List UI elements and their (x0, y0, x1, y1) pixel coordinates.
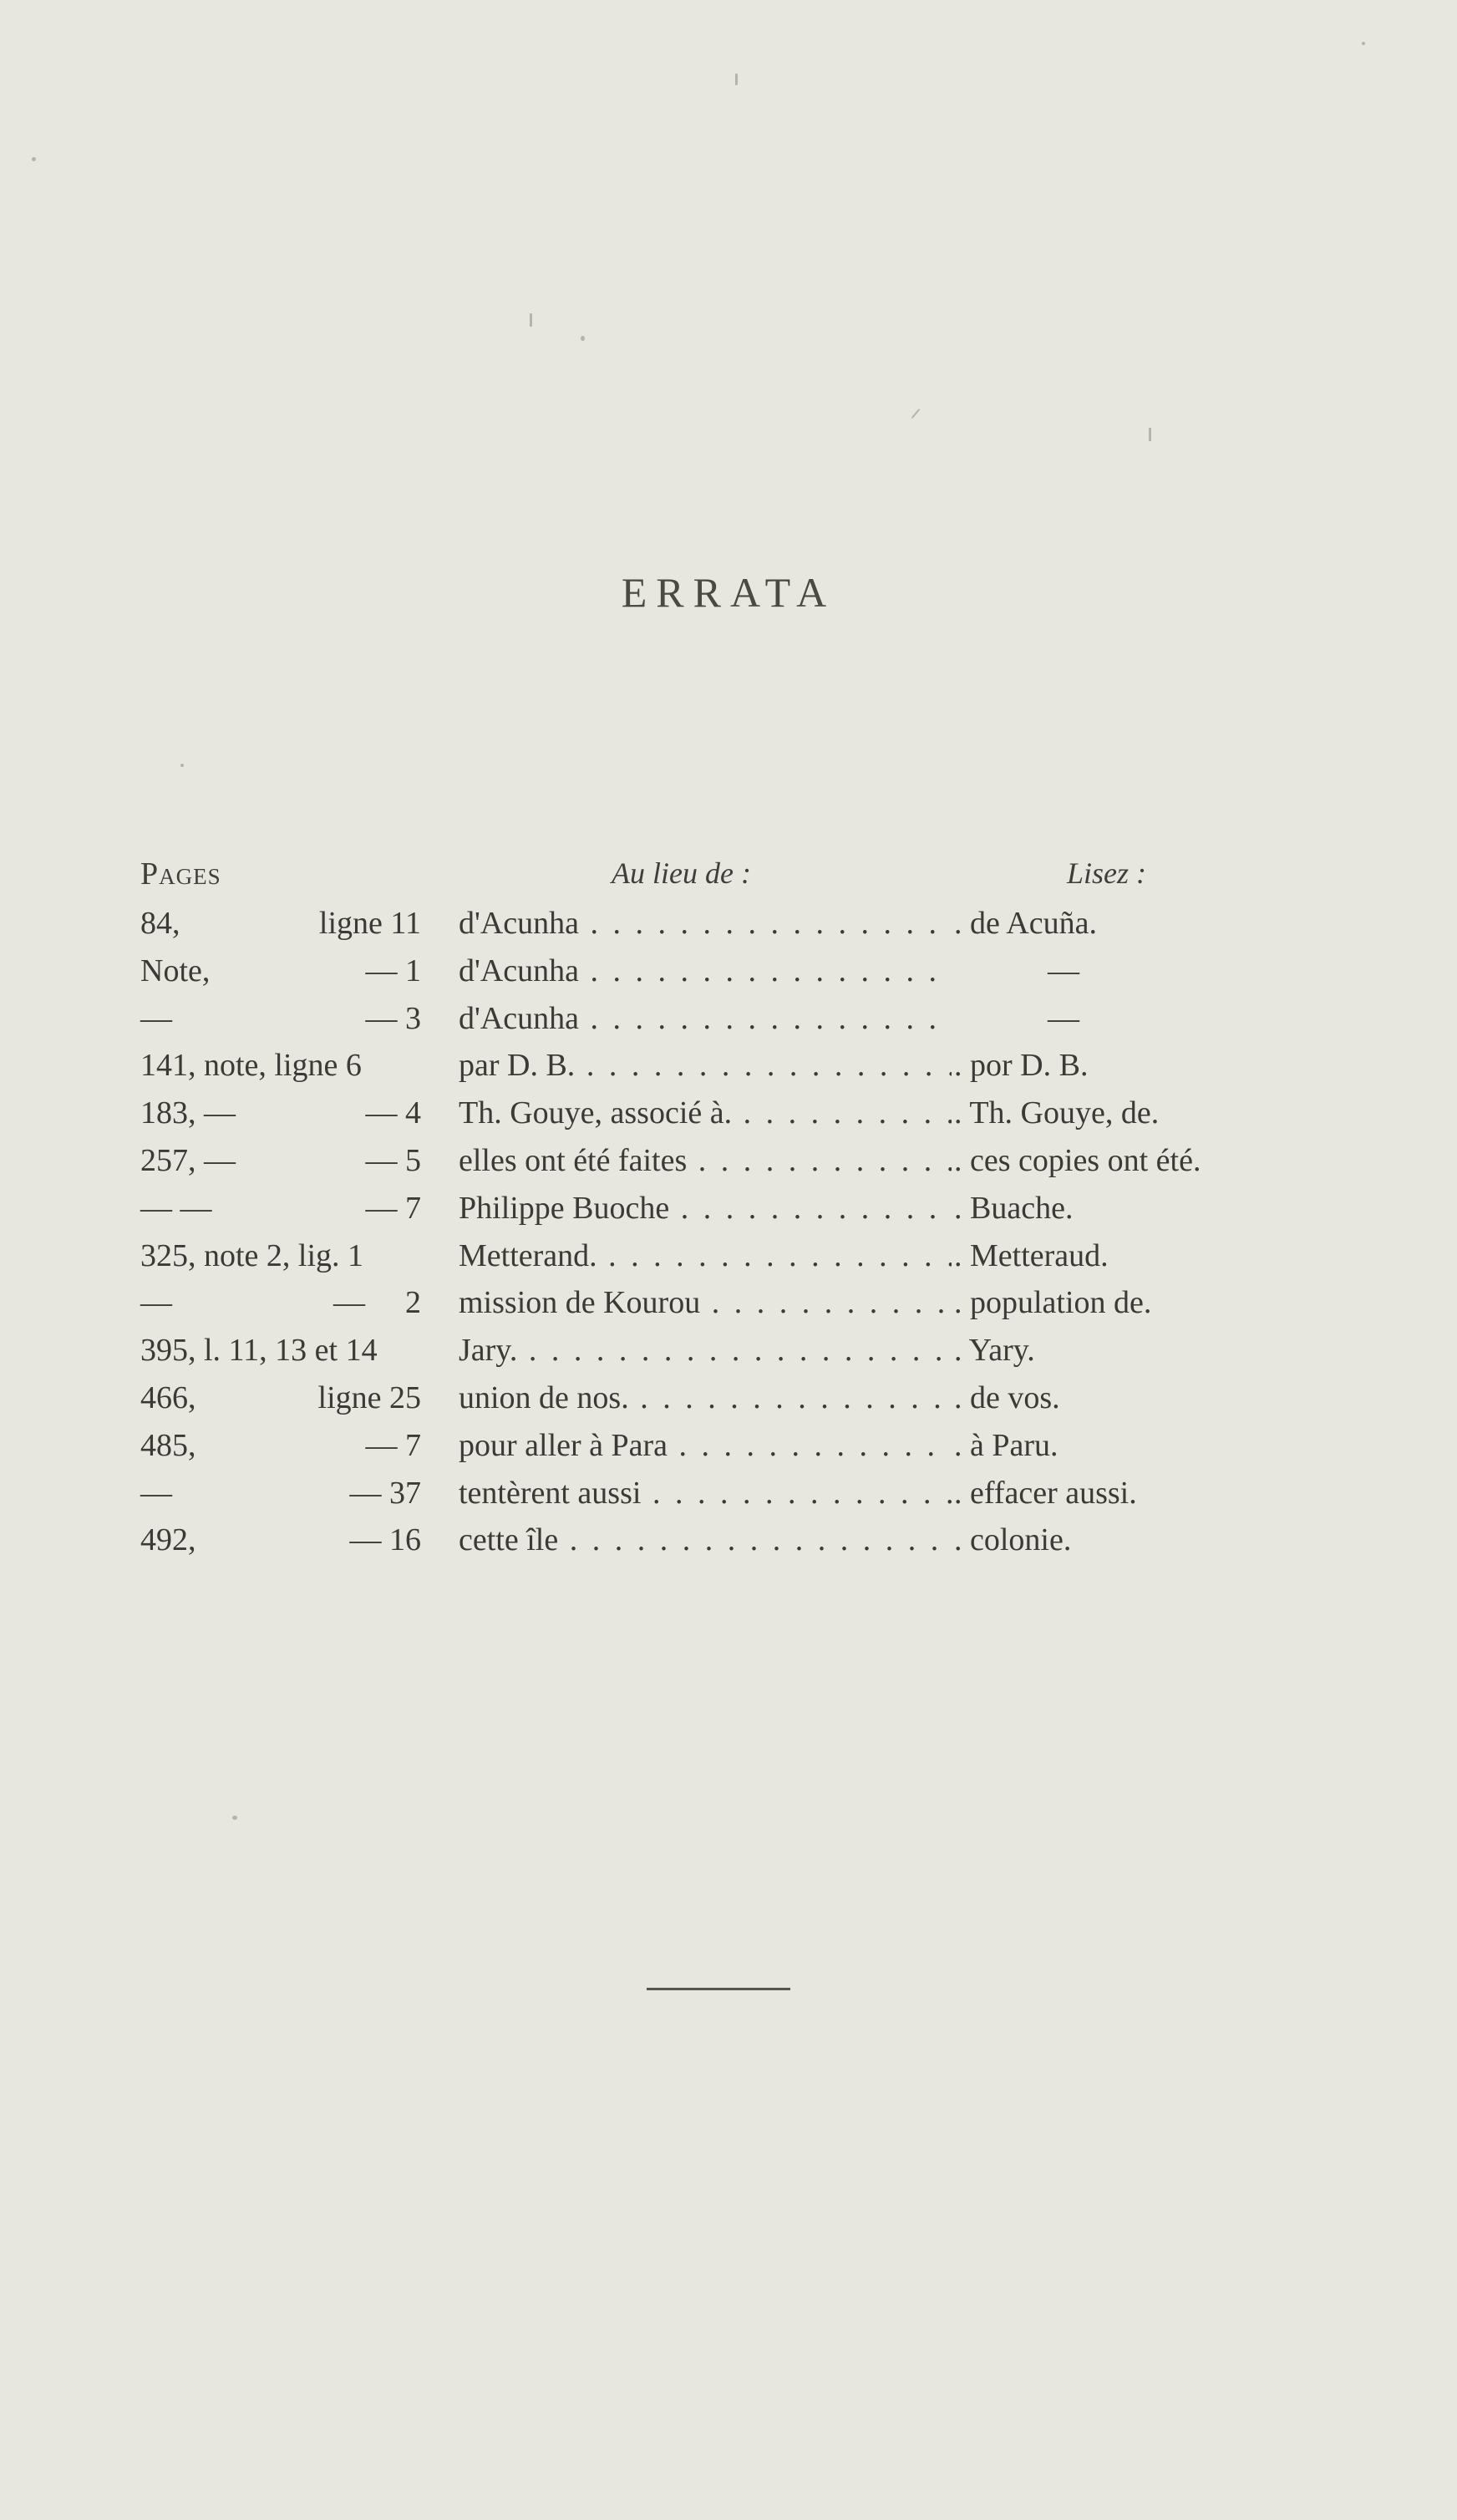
errata-wrong-text: cette île . . (459, 1522, 952, 1558)
errata-wrong-text: mission de Kourou . . (459, 1284, 952, 1321)
errata-correct-text: . de Acuña. (954, 906, 1097, 941)
pages-column-header: Pages (140, 856, 221, 892)
errata-line-ref: — 7 (365, 1428, 421, 1463)
paper-speck (1362, 42, 1365, 45)
errata-wrong-text: Metterand. . . (459, 1237, 952, 1274)
errata-correct-text: . colonie. (954, 1522, 1072, 1557)
errata-page-ref: 466, (140, 1380, 196, 1415)
paper-speck (232, 1816, 237, 1820)
errata-row (0, 953, 1457, 1003)
errata-wrong-text: elles ont été faites . . (459, 1142, 952, 1179)
errata-line-ref: ligne 25 (317, 1380, 421, 1415)
errata-line-ref: — 7 (365, 1191, 421, 1226)
errata-row (0, 1190, 1457, 1240)
errata-correct-text: . effacer aussi. (954, 1476, 1137, 1511)
errata-wrong-text: Jary. . . (459, 1332, 952, 1369)
errata-correct-text: . de vos. (954, 1380, 1060, 1415)
ditto-dash: — (1048, 953, 1079, 988)
errata-correct-text: . population de. (954, 1285, 1152, 1320)
errata-correct-text: . à Paru. (954, 1428, 1058, 1463)
errata-wrong-text: d'Acunha . . (459, 953, 952, 989)
ditto-dash: — (1048, 1001, 1079, 1036)
errata-page-ref: 84, (140, 906, 180, 941)
au-lieu-de-column-header: Au lieu de : (612, 856, 751, 890)
paper-speck (180, 764, 184, 767)
errata-correct-text: . Th. Gouye, de. (954, 1095, 1160, 1130)
errata-page-ref: — (140, 1285, 172, 1320)
errata-line-ref: — 3 (365, 1001, 421, 1036)
errata-wrong-text: par D. B. . . (459, 1047, 952, 1084)
errata-row (0, 1000, 1457, 1050)
errata-row (0, 1379, 1457, 1430)
lisez-column-header: Lisez : (1067, 856, 1147, 890)
errata-wrong-text: union de nos. . . (459, 1379, 952, 1416)
paper-speck (581, 336, 585, 341)
errata-correct-text: . Metteraud. (954, 1238, 1109, 1273)
errata-line-ref: — 4 (365, 1095, 421, 1130)
errata-page-ref: 492, (140, 1522, 196, 1557)
paper-speck (530, 313, 532, 327)
errata-line-ref: — 16 (349, 1522, 421, 1557)
errata-row (0, 905, 1457, 955)
errata-correct-text: . Buache. (954, 1191, 1074, 1226)
errata-page-ref: 257, — (140, 1143, 236, 1178)
page-title: ERRATA (621, 569, 836, 616)
errata-correct-text: . Yary. (954, 1333, 1035, 1368)
errata-wrong-text: pour aller à Para . . (459, 1427, 952, 1464)
errata-wrong-text: Th. Gouye, associé à. . . (459, 1095, 952, 1131)
paper-speck (1149, 428, 1151, 441)
errata-page-ref: 183, — (140, 1095, 236, 1130)
errata-wrong-text: d'Acunha . . (459, 905, 952, 942)
errata-row (0, 1237, 1457, 1288)
errata-row (0, 1427, 1457, 1477)
errata-row (0, 1095, 1457, 1145)
errata-page-ref: 141, note, ligne 6 (140, 1048, 362, 1083)
paper-speck (32, 157, 36, 161)
errata-line-ref: — 5 (365, 1143, 421, 1178)
errata-page-ref: 325, note 2, lig. 1 (140, 1238, 364, 1273)
errata-page-mid: — (333, 1285, 365, 1320)
errata-page-ref: — — (140, 1191, 212, 1226)
errata-row (0, 1332, 1457, 1382)
paper-speck (735, 74, 738, 85)
errata-line-ref: ligne 11 (318, 906, 421, 941)
errata-wrong-text: Philippe Buoche . . (459, 1190, 952, 1227)
paper-speck (911, 409, 921, 419)
errata-page-ref: — (140, 1476, 172, 1511)
errata-correct-text: . por D. B. (954, 1048, 1089, 1083)
errata-page-ref: Note, (140, 953, 211, 988)
errata-row (0, 1142, 1457, 1192)
errata-page-ref: 395, l. 11, 13 et 14 (140, 1333, 378, 1368)
errata-correct-text: . ces copies ont été. (954, 1143, 1201, 1178)
errata-row (0, 1522, 1457, 1572)
errata-wrong-text: tentèrent aussi . . (459, 1475, 952, 1511)
errata-line-ref: — 37 (349, 1476, 421, 1511)
errata-page-ref: 485, (140, 1428, 196, 1463)
errata-row (0, 1475, 1457, 1525)
errata-line-ref: — 1 (365, 953, 421, 988)
errata-page-ref: — (140, 1001, 172, 1036)
errata-line-ref: 2 (405, 1285, 421, 1320)
errata-row (0, 1284, 1457, 1334)
end-rule (647, 1988, 790, 1990)
errata-row (0, 1047, 1457, 1097)
errata-wrong-text: d'Acunha . . (459, 1000, 952, 1037)
